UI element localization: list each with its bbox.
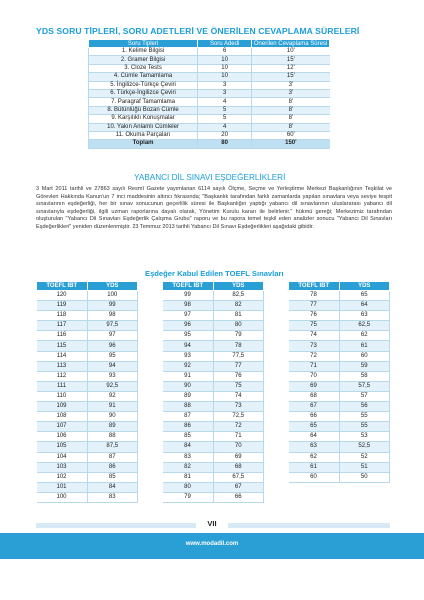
cell-toefl-score: 84 xyxy=(163,442,214,452)
cell-toefl-score: 95 xyxy=(163,331,214,341)
cell-toefl-score: 89 xyxy=(163,391,214,401)
cell-yds-score: 58 xyxy=(339,371,390,381)
page-number: VII xyxy=(196,518,228,530)
cell-yds-score: 81 xyxy=(213,311,264,321)
cell-yds-score: 55 xyxy=(339,412,390,422)
cell-toefl-score: 85 xyxy=(163,432,214,442)
cell-toefl-score: 96 xyxy=(163,321,214,331)
header-question-count: Soru Adedi xyxy=(198,40,252,48)
cell-toefl-score: 109 xyxy=(37,402,88,412)
cell-yds-score: 76 xyxy=(213,371,264,381)
table-row xyxy=(289,341,390,351)
table-row xyxy=(37,361,138,371)
cell-yds-score: 77,5 xyxy=(213,351,264,361)
cell-yds-score: 75 xyxy=(213,381,264,391)
table-row xyxy=(89,123,330,131)
cell-toefl-score: 77 xyxy=(289,301,340,311)
cell-question-count: 10 xyxy=(198,56,252,64)
header-question-type: Soru Tipleri xyxy=(89,40,198,48)
table-row xyxy=(163,341,264,351)
cell-yds-score: 99 xyxy=(87,301,138,311)
cell-yds-score: 72,5 xyxy=(213,412,264,422)
table-row xyxy=(37,311,138,321)
table-row xyxy=(163,351,264,361)
cell-question-type: 7. Paragraf Tamamlama xyxy=(89,98,198,106)
cell-yds-score: 67,5 xyxy=(213,472,264,482)
cell-yds-score: 61 xyxy=(339,341,390,351)
cell-yds-score: 67 xyxy=(213,482,264,492)
table-row xyxy=(163,291,264,301)
table-header-row xyxy=(89,40,330,48)
cell-yds-score: 82,5 xyxy=(213,291,264,301)
table-row xyxy=(37,381,138,391)
cell-recommended-time: 8' xyxy=(252,98,330,106)
cell-toefl-score: 94 xyxy=(163,341,214,351)
cell-toefl-score: 87 xyxy=(163,412,214,422)
cell-yds-score: 89 xyxy=(87,422,138,432)
table-row xyxy=(37,371,138,381)
cell-question-count: 5 xyxy=(198,115,252,123)
cell-yds-score: 77 xyxy=(213,361,264,371)
cell-toefl-score: 103 xyxy=(37,462,88,472)
cell-yds-score: 85 xyxy=(87,472,138,482)
cell-toefl-score: 61 xyxy=(289,462,340,472)
toefl-table-2 xyxy=(162,281,264,503)
cell-yds-score: 95 xyxy=(87,351,138,361)
table-row xyxy=(163,381,264,391)
table-row xyxy=(289,351,390,361)
cell-toefl-score: 78 xyxy=(289,291,340,301)
cell-toefl-score: 108 xyxy=(37,412,88,422)
table-row xyxy=(37,472,138,482)
cell-yds-score: 92 xyxy=(87,391,138,401)
table-row xyxy=(289,452,390,462)
cell-yds-score: 97,5 xyxy=(87,321,138,331)
section-title-toefl: Eşdeğer Kabul Edilen TOEFL Sınavları xyxy=(145,269,284,278)
cell-yds-score: 84 xyxy=(87,482,138,492)
table-row xyxy=(163,422,264,432)
cell-question-count: 10 xyxy=(198,64,252,72)
table-row xyxy=(289,412,390,422)
table-row xyxy=(163,311,264,321)
cell-yds-score: 52,5 xyxy=(339,442,390,452)
cell-recommended-time: 8' xyxy=(252,123,330,131)
cell-toefl-score: 88 xyxy=(163,402,214,412)
table-row xyxy=(37,482,138,492)
table-row xyxy=(163,402,264,412)
cell-question-count: 10 xyxy=(198,73,252,81)
cell-question-count: 5 xyxy=(198,106,252,114)
cell-toefl-score: 91 xyxy=(163,371,214,381)
cell-total-label: Toplam xyxy=(89,140,198,148)
equivalence-paragraph: 3 Mart 2011 tarihli ve 27863 sayılı Resmî Gazete yayımlanan 6114 sayılı Ölçme, Seçme ve Yerleştirme Merkezi Başkanlığının Teşkilat ve Görevleri Hakkında Kanun'un 7 inci maddesinin altıncı fıkrasında; "Başkanlık tarafından farklı zamanlarda yapılan sınavlara veya seviye tespit sınavlarının eşdeğerliği, her bir sınav sonucunun geçerlilik süresi ile Başkanlığın yaptığı yabancı dil sınavlarının uluslararası yabancı dil sınavlarıyla eşdeğerliği, ilgili uzman raporlarına dayalı olarak, Yönetim Kurulu kararı ile belirlenir." hükmü gereği; Merkezimiz tarafından oluşturulan "Yabancı Dil Sınavları Eşdeğerlik Çalışma Grubu" raporu ve bu rapora temel teşkil eden analizler sonucu "Yabancı Dil Sınavları Eşdeğerlikleri" yeniden düzenlenmiştir. 23 Temmuz 2013 tarihli Yabancı Dil Sınavı Eşdeğerlikleri aşağıdaki gibidir. xyxy=(36,186,392,230)
table-row xyxy=(89,98,330,106)
cell-toefl-score: 114 xyxy=(37,351,88,361)
table-header-row xyxy=(37,282,138,291)
cell-yds-score: 72 xyxy=(213,422,264,432)
table-row xyxy=(289,422,390,432)
table-row xyxy=(37,492,138,502)
cell-toefl-score: 66 xyxy=(289,412,340,422)
cell-toefl-score: 79 xyxy=(163,492,214,502)
table-row xyxy=(163,412,264,422)
cell-yds-score: 91 xyxy=(87,402,138,412)
cell-question-type: 9. Karşılıklı Konuşmalar xyxy=(89,115,198,123)
cell-toefl-score: 71 xyxy=(289,361,340,371)
cell-question-count: 3 xyxy=(198,81,252,89)
cell-recommended-time: 12' xyxy=(252,64,330,72)
cell-yds-score: 90 xyxy=(87,412,138,422)
cell-yds-score: 86 xyxy=(87,462,138,472)
cell-yds-score: 57,5 xyxy=(339,381,390,391)
cell-yds-score: 97 xyxy=(87,331,138,341)
cell-yds-score: 94 xyxy=(87,361,138,371)
cell-toefl-score: 110 xyxy=(37,391,88,401)
table-row xyxy=(89,115,330,123)
toefl-table-1 xyxy=(36,281,138,503)
cell-question-type: 6. Türkçe-İngilizce Çeviri xyxy=(89,89,198,97)
table-row xyxy=(89,48,330,56)
cell-toefl-score: 117 xyxy=(37,321,88,331)
cell-yds-score: 79 xyxy=(213,331,264,341)
cell-toefl-score: 60 xyxy=(289,472,340,482)
cell-yds-score: 73 xyxy=(213,402,264,412)
cell-yds-score: 83 xyxy=(87,492,138,502)
cell-question-type: 4. Cümle Tamamlama xyxy=(89,73,198,81)
table-row xyxy=(289,432,390,442)
header-yds: YDS xyxy=(339,282,390,291)
cell-yds-score: 80 xyxy=(213,321,264,331)
cell-toefl-score: 106 xyxy=(37,432,88,442)
section-title-yds: YDS SORU TİPLERİ, SORU ADETLERİ VE ÖNERİLEN CEVAPLAMA SÜRELERİ xyxy=(36,26,360,36)
cell-yds-score: 68 xyxy=(213,462,264,472)
cell-yds-score: 60 xyxy=(339,351,390,361)
table-row xyxy=(37,301,138,311)
table-row xyxy=(163,472,264,482)
cell-yds-score: 88 xyxy=(87,432,138,442)
table-row xyxy=(89,81,330,89)
cell-yds-score: 98 xyxy=(87,311,138,321)
cell-yds-score: 65 xyxy=(339,291,390,301)
cell-toefl-score: 112 xyxy=(37,371,88,381)
cell-yds-score: 51 xyxy=(339,462,390,472)
cell-yds-score: 63 xyxy=(339,311,390,321)
header-recommended-time: Önerilen Cevaplama Süresi xyxy=(252,40,330,48)
table-row xyxy=(163,301,264,311)
table-row xyxy=(289,361,390,371)
table-row xyxy=(89,73,330,81)
cell-toefl-score: 93 xyxy=(163,351,214,361)
table-row xyxy=(163,452,264,462)
cell-toefl-score: 119 xyxy=(37,301,88,311)
table-row xyxy=(289,442,390,452)
cell-toefl-score: 118 xyxy=(37,311,88,321)
table-row xyxy=(37,321,138,331)
cell-toefl-score: 107 xyxy=(37,422,88,432)
cell-yds-score: 57 xyxy=(339,391,390,401)
cell-yds-score: 62 xyxy=(339,331,390,341)
cell-yds-score: 82 xyxy=(213,301,264,311)
table-row xyxy=(289,331,390,341)
cell-toefl-score: 116 xyxy=(37,331,88,341)
cell-toefl-score: 72 xyxy=(289,351,340,361)
cell-toefl-score: 64 xyxy=(289,432,340,442)
table-row xyxy=(89,131,330,139)
cell-toefl-score: 98 xyxy=(163,301,214,311)
cell-yds-score: 56 xyxy=(339,402,390,412)
cell-toefl-score: 102 xyxy=(37,472,88,482)
cell-question-type: 3. Cloze Tests xyxy=(89,64,198,72)
cell-total-time: 150' xyxy=(252,140,330,148)
section-title-equivalence: YABANCI DİL SINAVI EŞDEĞERLİKLERİ xyxy=(134,173,286,182)
table-row xyxy=(289,371,390,381)
toefl-table-3 xyxy=(288,281,390,483)
table-row xyxy=(89,89,330,97)
table-row xyxy=(289,462,390,472)
cell-yds-score: 71 xyxy=(213,432,264,442)
table-row xyxy=(163,442,264,452)
table-row xyxy=(289,301,390,311)
cell-yds-score: 66 xyxy=(213,492,264,502)
table-row xyxy=(163,432,264,442)
cell-toefl-score: 76 xyxy=(289,311,340,321)
table-row xyxy=(37,402,138,412)
cell-toefl-score: 75 xyxy=(289,321,340,331)
header-toefl: TOEFL IBT xyxy=(163,282,214,291)
cell-recommended-time: 3' xyxy=(252,81,330,89)
table-row xyxy=(163,321,264,331)
header-toefl: TOEFL IBT xyxy=(37,282,88,291)
cell-toefl-score: 105 xyxy=(37,442,88,452)
table-total-row xyxy=(89,140,330,148)
table-row xyxy=(37,422,138,432)
cell-toefl-score: 101 xyxy=(37,482,88,492)
cell-toefl-score: 115 xyxy=(37,341,88,351)
cell-question-type: 2. Gramer Bilgisi xyxy=(89,56,198,64)
cell-toefl-score: 83 xyxy=(163,452,214,462)
cell-question-type: 1. Kelime Bilgisi xyxy=(89,48,198,56)
cell-yds-score: 50 xyxy=(339,472,390,482)
cell-yds-score: 93 xyxy=(87,371,138,381)
header-yds: YDS xyxy=(87,282,138,291)
table-row xyxy=(37,452,138,462)
cell-question-count: 20 xyxy=(198,131,252,139)
table-row xyxy=(89,106,330,114)
cell-yds-score: 92,5 xyxy=(87,381,138,391)
cell-toefl-score: 62 xyxy=(289,452,340,462)
table-row xyxy=(289,321,390,331)
cell-question-count: 6 xyxy=(198,48,252,56)
cell-toefl-score: 63 xyxy=(289,442,340,452)
table-row xyxy=(37,391,138,401)
table-row xyxy=(163,482,264,492)
cell-question-count: 4 xyxy=(198,98,252,106)
cell-recommended-time: 3' xyxy=(252,89,330,97)
cell-question-count: 4 xyxy=(198,123,252,131)
header-yds: YDS xyxy=(213,282,264,291)
table-row xyxy=(37,291,138,301)
header-toefl: TOEFL IBT xyxy=(289,282,340,291)
cell-question-type: 5. İngilizce-Türkçe Çeviri xyxy=(89,81,198,89)
cell-yds-score: 87,5 xyxy=(87,442,138,452)
cell-yds-score: 59 xyxy=(339,361,390,371)
cell-yds-score: 74 xyxy=(213,391,264,401)
cell-toefl-score: 86 xyxy=(163,422,214,432)
cell-toefl-score: 104 xyxy=(37,452,88,462)
cell-toefl-score: 90 xyxy=(163,381,214,391)
table-row xyxy=(163,462,264,472)
footer-url[interactable]: www.modadil.com xyxy=(185,541,239,547)
cell-toefl-score: 113 xyxy=(37,361,88,371)
cell-yds-score: 64 xyxy=(339,301,390,311)
cell-recommended-time: 8' xyxy=(252,115,330,123)
cell-toefl-score: 99 xyxy=(163,291,214,301)
table-row xyxy=(89,64,330,72)
cell-yds-score: 78 xyxy=(213,341,264,351)
cell-toefl-score: 70 xyxy=(289,371,340,381)
table-row xyxy=(289,291,390,301)
table-row xyxy=(289,391,390,401)
table-row xyxy=(37,462,138,472)
table-row xyxy=(163,391,264,401)
cell-toefl-score: 81 xyxy=(163,472,214,482)
cell-toefl-score: 68 xyxy=(289,391,340,401)
cell-question-type: 10. Yakın Anlamlı Cümleler xyxy=(89,123,198,131)
cell-toefl-score: 74 xyxy=(289,331,340,341)
cell-question-type: 8. Bütünlüğü Bozan Cümle xyxy=(89,106,198,114)
table-row xyxy=(289,472,390,482)
cell-yds-score: 96 xyxy=(87,341,138,351)
yds-question-types-table xyxy=(88,39,330,149)
cell-toefl-score: 73 xyxy=(289,341,340,351)
table-row xyxy=(37,412,138,422)
table-row xyxy=(37,432,138,442)
table-header-row xyxy=(163,282,264,291)
table-row xyxy=(289,311,390,321)
cell-question-count: 3 xyxy=(198,89,252,97)
table-row xyxy=(37,442,138,452)
table-header-row xyxy=(289,282,390,291)
table-row xyxy=(89,56,330,64)
cell-toefl-score: 120 xyxy=(37,291,88,301)
table-row xyxy=(163,492,264,502)
cell-yds-score: 53 xyxy=(339,432,390,442)
table-row xyxy=(37,331,138,341)
cell-yds-score: 69 xyxy=(213,452,264,462)
cell-yds-score: 55 xyxy=(339,422,390,432)
table-row xyxy=(163,371,264,381)
cell-toefl-score: 111 xyxy=(37,381,88,391)
cell-yds-score: 87 xyxy=(87,452,138,462)
cell-toefl-score: 97 xyxy=(163,311,214,321)
cell-recommended-time: 15' xyxy=(252,73,330,81)
cell-yds-score: 52 xyxy=(339,452,390,462)
cell-question-type: 11. Okuma Parçaları xyxy=(89,131,198,139)
cell-toefl-score: 82 xyxy=(163,462,214,472)
table-row xyxy=(289,402,390,412)
table-row xyxy=(289,381,390,391)
table-row xyxy=(37,341,138,351)
cell-yds-score: 70 xyxy=(213,442,264,452)
cell-total-count: 80 xyxy=(198,140,252,148)
cell-recommended-time: 10' xyxy=(252,48,330,56)
cell-recommended-time: 15' xyxy=(252,56,330,64)
cell-yds-score: 100 xyxy=(87,291,138,301)
cell-toefl-score: 69 xyxy=(289,381,340,391)
cell-toefl-score: 67 xyxy=(289,402,340,412)
cell-toefl-score: 65 xyxy=(289,422,340,432)
cell-recommended-time: 60' xyxy=(252,131,330,139)
cell-toefl-score: 100 xyxy=(37,492,88,502)
cell-toefl-score: 80 xyxy=(163,482,214,492)
table-row xyxy=(163,361,264,371)
table-row xyxy=(37,351,138,361)
cell-yds-score: 62,5 xyxy=(339,321,390,331)
cell-toefl-score: 92 xyxy=(163,361,214,371)
table-row xyxy=(163,331,264,341)
cell-recommended-time: 8' xyxy=(252,106,330,114)
